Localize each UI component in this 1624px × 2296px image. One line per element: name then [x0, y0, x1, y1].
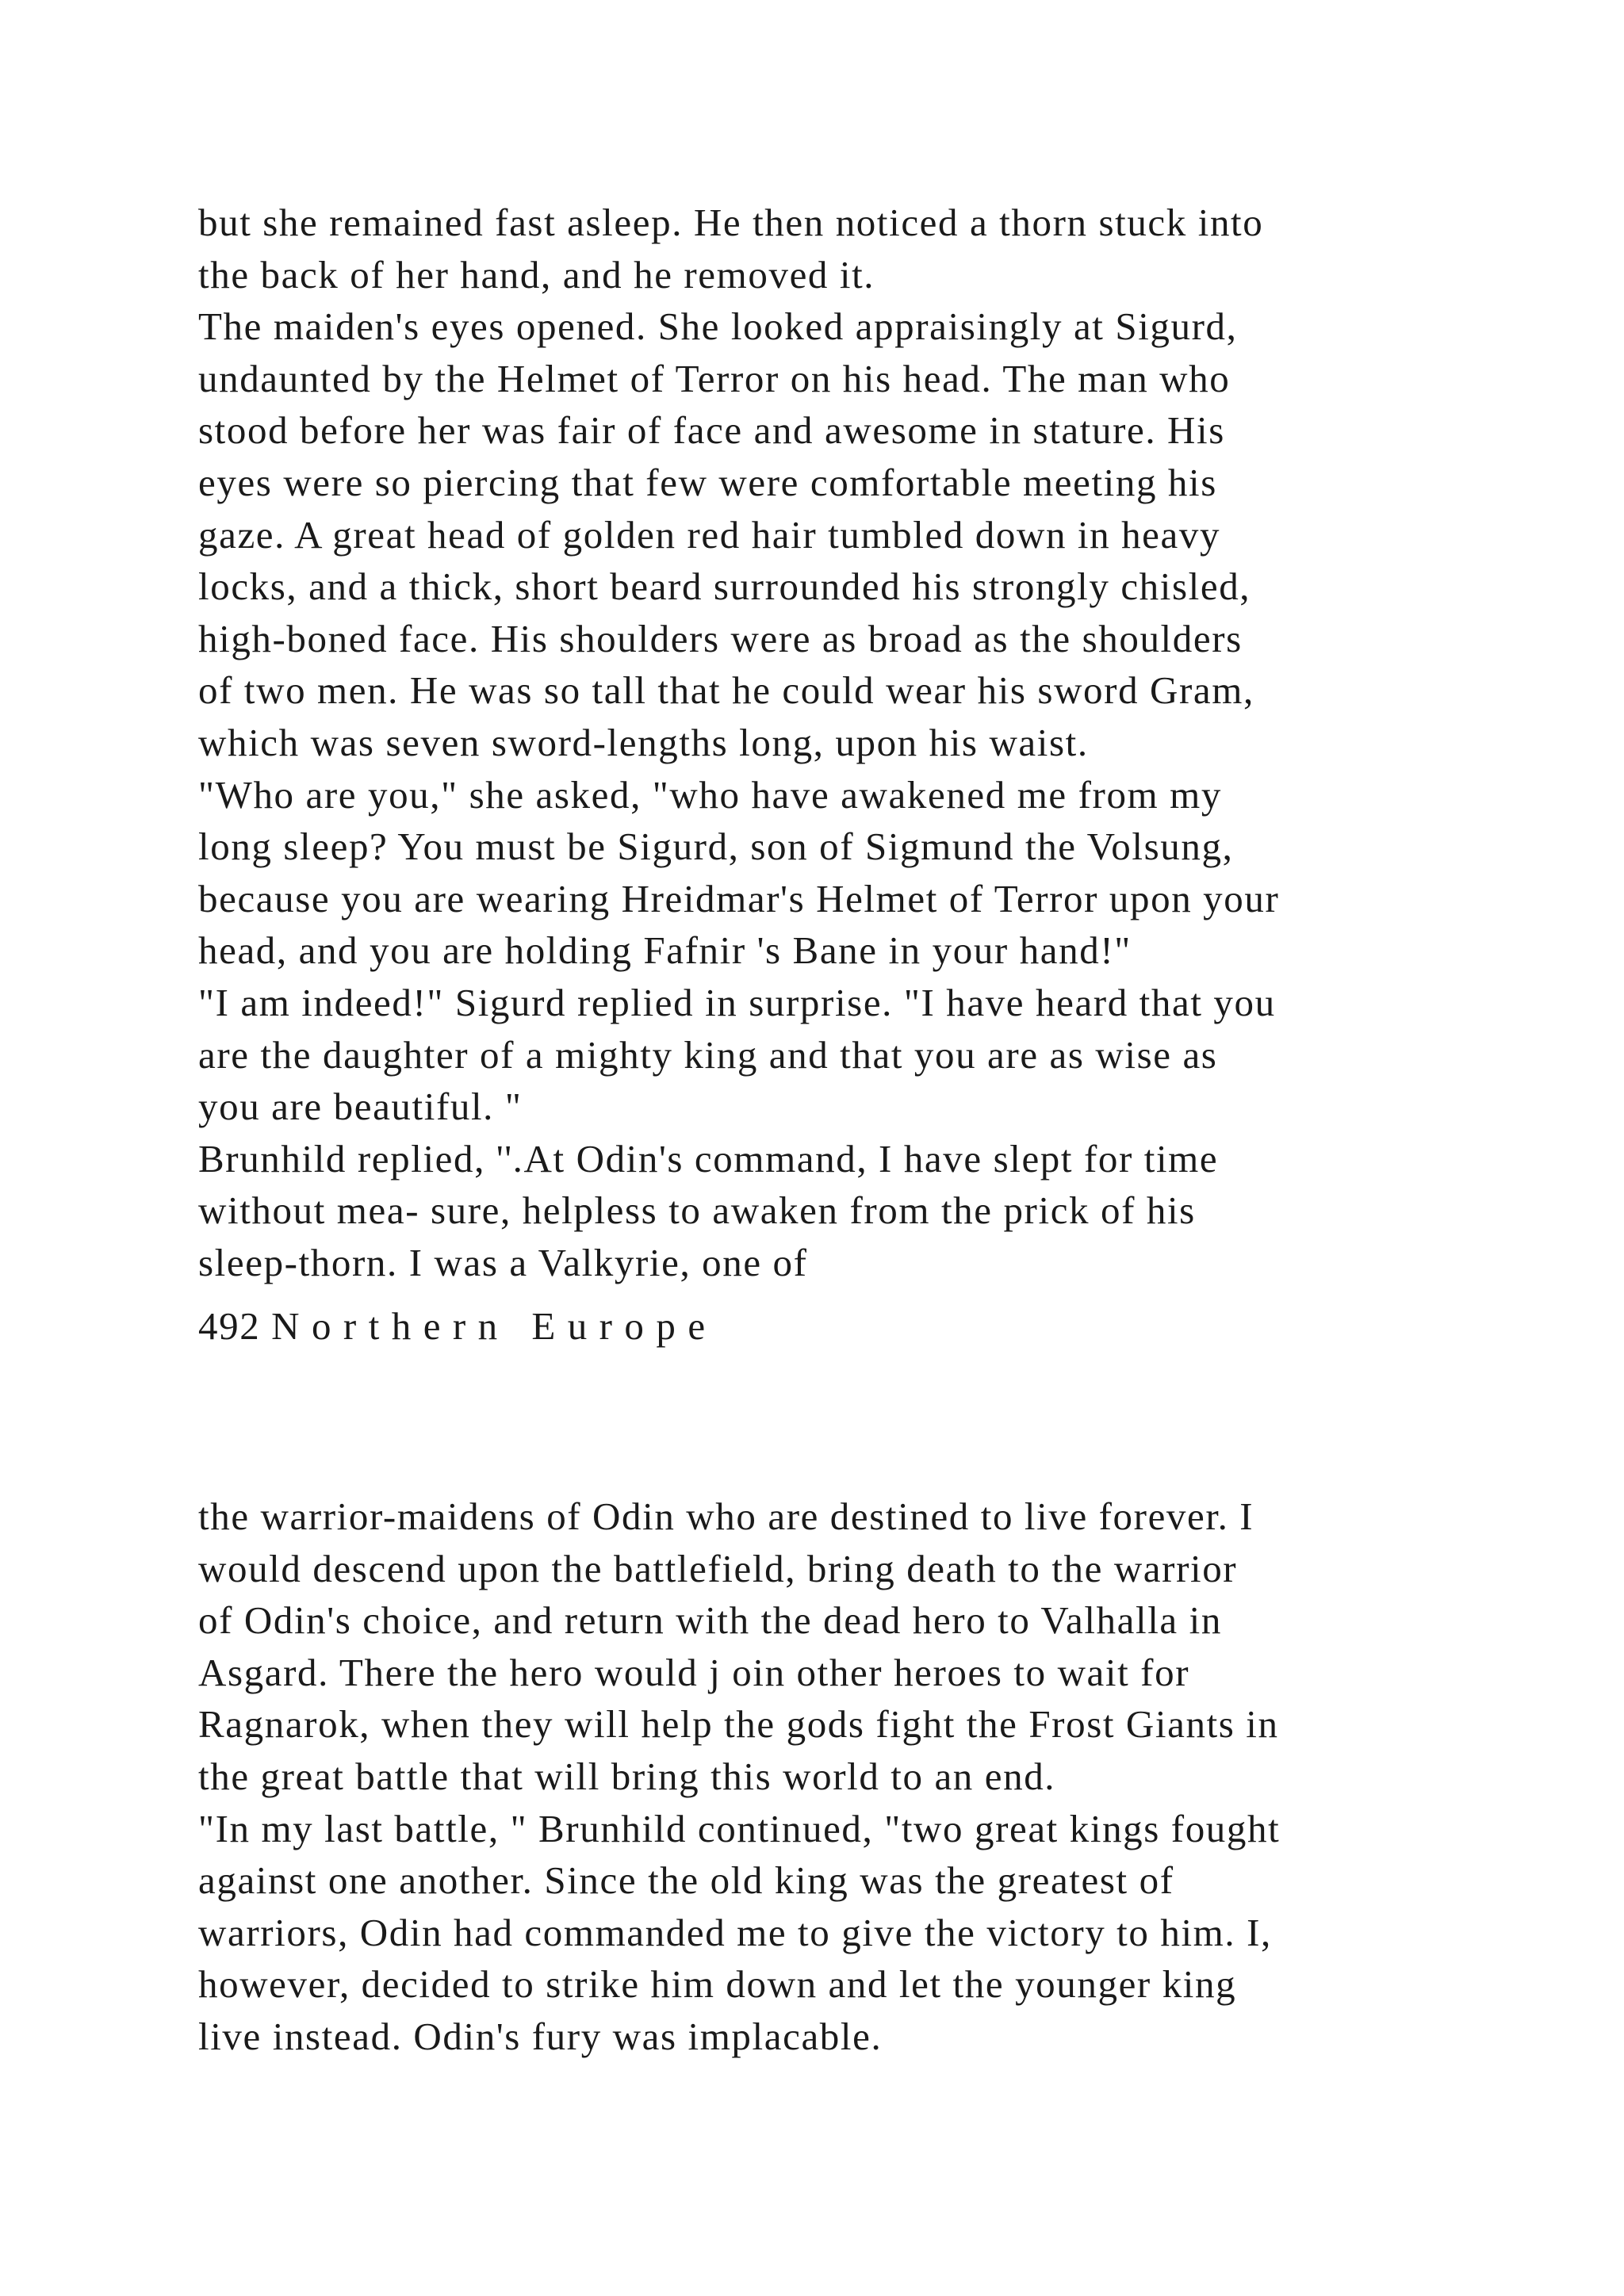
text-line: locks, and a thick, short beard surrounded his strongly chisled,: [198, 564, 1251, 609]
text-line: head, and you are holding Fafnir 's Bane in your hand!": [198, 928, 1132, 973]
text-line: warriors, Odin had commanded me to give the victory to him. I,: [198, 1910, 1272, 1954]
text-line: would descend upon the battlefield, bring death to the warrior: [198, 1546, 1238, 1590]
text-line: undaunted by the Helmet of Terror on his head. The man who: [198, 356, 1231, 400]
running-head: 492 N o r t h e r n E u r o p e: [198, 1304, 707, 1348]
text-block-top: [198, 197, 1499, 1288]
text-line: Brunhild replied, ''.At Odin's command, I have slept for time: [198, 1136, 1219, 1181]
text-line: high-boned face. His shoulders were as broad as the shoulders: [198, 616, 1243, 660]
text-line: however, decided to strike him down and let the younger king: [198, 1962, 1237, 2007]
text-line: but she remained fast asleep. He then noticed a thorn stuck into: [198, 201, 1264, 244]
text-line: the back of her hand, and he removed it.: [198, 252, 875, 297]
text-line: without mea- sure, helpless to awaken from the prick of his: [198, 1188, 1196, 1233]
text-line: gaze. A great head of golden red hair tumbled down in heavy: [198, 512, 1221, 557]
text-line: "In my last battle, " Brunhild continued, "two great kings fought: [198, 1806, 1281, 1850]
text-line: Asgard. There the hero would j oin other heroes to wait for: [198, 1650, 1190, 1694]
text-line: "I am indeed!" Sigurd replied in surprise. "I have heard that you: [198, 980, 1276, 1024]
text-line: you are beautiful. ": [198, 1085, 523, 1129]
text-line: the warrior-maidens of Odin who are destined to live forever. I: [198, 1494, 1254, 1538]
text-line: the great battle that will bring this world to an end.: [198, 1754, 1056, 1798]
text-line: eyes were so piercing that few were comfortable meeting his: [198, 460, 1217, 504]
text-line: stood before her was fair of face and awesome in stature. His: [198, 408, 1225, 453]
text-line: "Who are you," she asked, "who have awakened me from my: [198, 772, 1222, 817]
text-line: live instead. Odin's fury was implacable.: [198, 2014, 883, 2058]
text-line: The maiden's eyes opened. She looked appraisingly at Sigurd,: [198, 304, 1238, 349]
text-line: because you are wearing Hreidmar's Helmet of Terror upon your: [198, 876, 1280, 920]
text-line: of two men. He was so tall that he could wear his sword Gram,: [198, 668, 1254, 713]
text-line: of Odin's choice, and return with the dead hero to Valhalla in: [198, 1598, 1222, 1643]
text-line: are the daughter of a mighty king and that you are as wise as: [198, 1032, 1218, 1077]
text-line: long sleep? You must be Sigurd, son of Sigmund the Volsung,: [198, 825, 1234, 869]
text-line: against one another. Since the old king was the greatest of: [198, 1858, 1174, 1903]
text-block-bottom: [198, 1490, 1499, 2063]
text-line: Ragnarok, when they will help the gods fight the Frost Giants in: [198, 1702, 1279, 1747]
text-line: sleep-thorn. I was a Valkyrie, one of: [198, 1240, 808, 1284]
text-line: which was seven sword-lengths long, upon his waist.: [198, 720, 1089, 764]
